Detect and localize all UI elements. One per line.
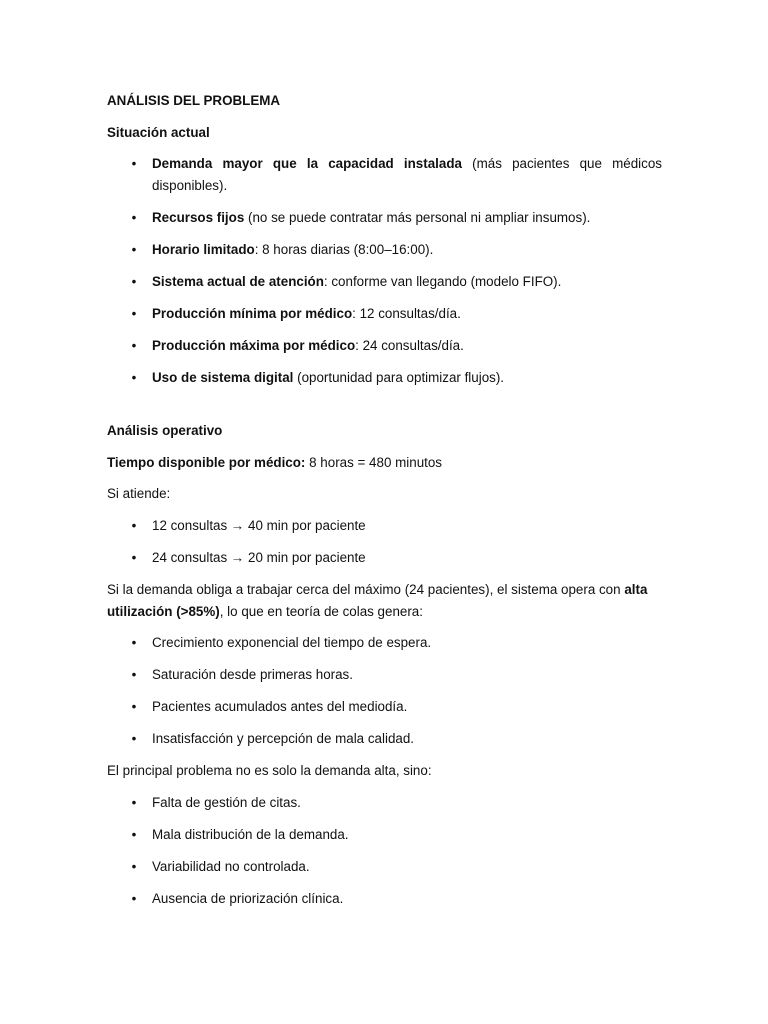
bullet-icon: • bbox=[131, 635, 137, 650]
bullet-icon: • bbox=[131, 826, 137, 842]
bullet-icon: • bbox=[131, 794, 137, 810]
list-item bbox=[107, 792, 662, 814]
item-text: 24 consultas → 20 min por paciente bbox=[152, 549, 366, 565]
bullet-icon: • bbox=[131, 667, 137, 682]
demanda-paragraph bbox=[107, 579, 662, 623]
atiende-list bbox=[107, 515, 662, 569]
list-item bbox=[107, 856, 662, 878]
principal-paragraph: El principal problema no es solo la demanda alta, sino: bbox=[107, 763, 432, 778]
list-item bbox=[107, 824, 662, 846]
tiempo-text: 8 horas = 480 minutos bbox=[305, 454, 442, 470]
bullet-icon: • bbox=[131, 242, 137, 257]
item-bold-text: Demanda mayor que la capacidad instalada bbox=[152, 156, 462, 171]
tiempo-paragraph bbox=[107, 452, 662, 474]
section-heading-situacion: Situación actual bbox=[107, 124, 210, 140]
list-item bbox=[107, 515, 662, 537]
bullet-icon: • bbox=[131, 517, 137, 533]
demanda-bold-text: alta utilización (>85%) bbox=[107, 581, 648, 619]
item-text: Insatisfacción y percepción de mala calidad. bbox=[152, 731, 415, 746]
spacer bbox=[107, 399, 662, 420]
genera-list bbox=[107, 632, 662, 750]
situacion-list bbox=[107, 153, 662, 389]
list-item bbox=[107, 153, 662, 197]
list-item bbox=[107, 335, 662, 357]
tiempo-bold-text: Tiempo disponible por médico: bbox=[107, 454, 306, 470]
item-text: Pacientes acumulados antes del mediodía. bbox=[152, 699, 408, 714]
item-text: Saturación desde primeras horas. bbox=[152, 667, 353, 682]
list-item bbox=[107, 696, 662, 718]
item-text: : 8 horas diarias (8:00–16:00). bbox=[254, 242, 434, 257]
bullet-icon: • bbox=[131, 858, 137, 874]
item-bold-text: Recursos fijos bbox=[152, 210, 245, 225]
list-item bbox=[107, 303, 662, 325]
item-text: : 24 consultas/día. bbox=[355, 338, 464, 353]
list-item bbox=[107, 207, 662, 229]
list-item bbox=[107, 271, 662, 293]
bullet-icon: • bbox=[131, 306, 137, 321]
item-bold-text: Horario limitado bbox=[152, 242, 255, 257]
bullet-icon: • bbox=[131, 210, 137, 225]
list-item bbox=[107, 728, 662, 750]
item-bold-text: Sistema actual de atención bbox=[152, 274, 324, 289]
item-text: (oportunidad para optimizar flujos). bbox=[293, 370, 505, 385]
list-item bbox=[107, 632, 662, 654]
demanda-text-post: , lo que en teoría de colas genera: bbox=[219, 603, 423, 619]
item-text: (más pacientes que médicos disponibles). bbox=[152, 156, 662, 193]
bullet-icon: • bbox=[131, 699, 137, 714]
item-bold-text: Producción máxima por médico bbox=[152, 338, 356, 353]
list-item bbox=[107, 547, 662, 569]
bullet-icon: • bbox=[131, 370, 137, 385]
item-text: Falta de gestión de citas. bbox=[152, 794, 301, 810]
list-item bbox=[107, 888, 662, 910]
section-heading-operativo: Análisis operativo bbox=[107, 423, 223, 438]
bullet-icon: • bbox=[131, 890, 137, 906]
item-text: Crecimiento exponencial del tiempo de espera. bbox=[152, 635, 432, 650]
list-item bbox=[107, 367, 662, 389]
bullet-icon: • bbox=[131, 549, 137, 565]
item-bold-text: Uso de sistema digital bbox=[152, 370, 294, 385]
problema-list bbox=[107, 792, 662, 910]
item-text: : conforme van llegando (modelo FIFO). bbox=[323, 274, 562, 289]
bullet-icon: • bbox=[131, 338, 137, 353]
document-page bbox=[107, 90, 662, 920]
list-item bbox=[107, 239, 662, 261]
item-text: Variabilidad no controlada. bbox=[152, 858, 310, 874]
bullet-icon: • bbox=[131, 274, 137, 289]
item-text: 12 consultas → 40 min por paciente bbox=[152, 517, 366, 533]
demanda-text-pre: Si la demanda obliga a trabajar cerca del máximo (24 pacientes), el sistema opera con bbox=[107, 581, 625, 597]
bullet-icon: • bbox=[131, 731, 137, 746]
item-text: (no se puede contratar más personal ni ampliar insumos). bbox=[244, 210, 591, 225]
list-item bbox=[107, 664, 662, 686]
document-title: ANÁLISIS DEL PROBLEMA bbox=[107, 93, 281, 108]
si-atiende-paragraph: Si atiende: bbox=[107, 486, 171, 501]
item-text: Mala distribución de la demanda. bbox=[152, 826, 349, 842]
item-bold-text: Producción mínima por médico bbox=[152, 306, 353, 321]
bullet-icon: • bbox=[131, 156, 137, 171]
item-text: Ausencia de priorización clínica. bbox=[152, 890, 344, 906]
item-text: : 12 consultas/día. bbox=[352, 306, 461, 321]
